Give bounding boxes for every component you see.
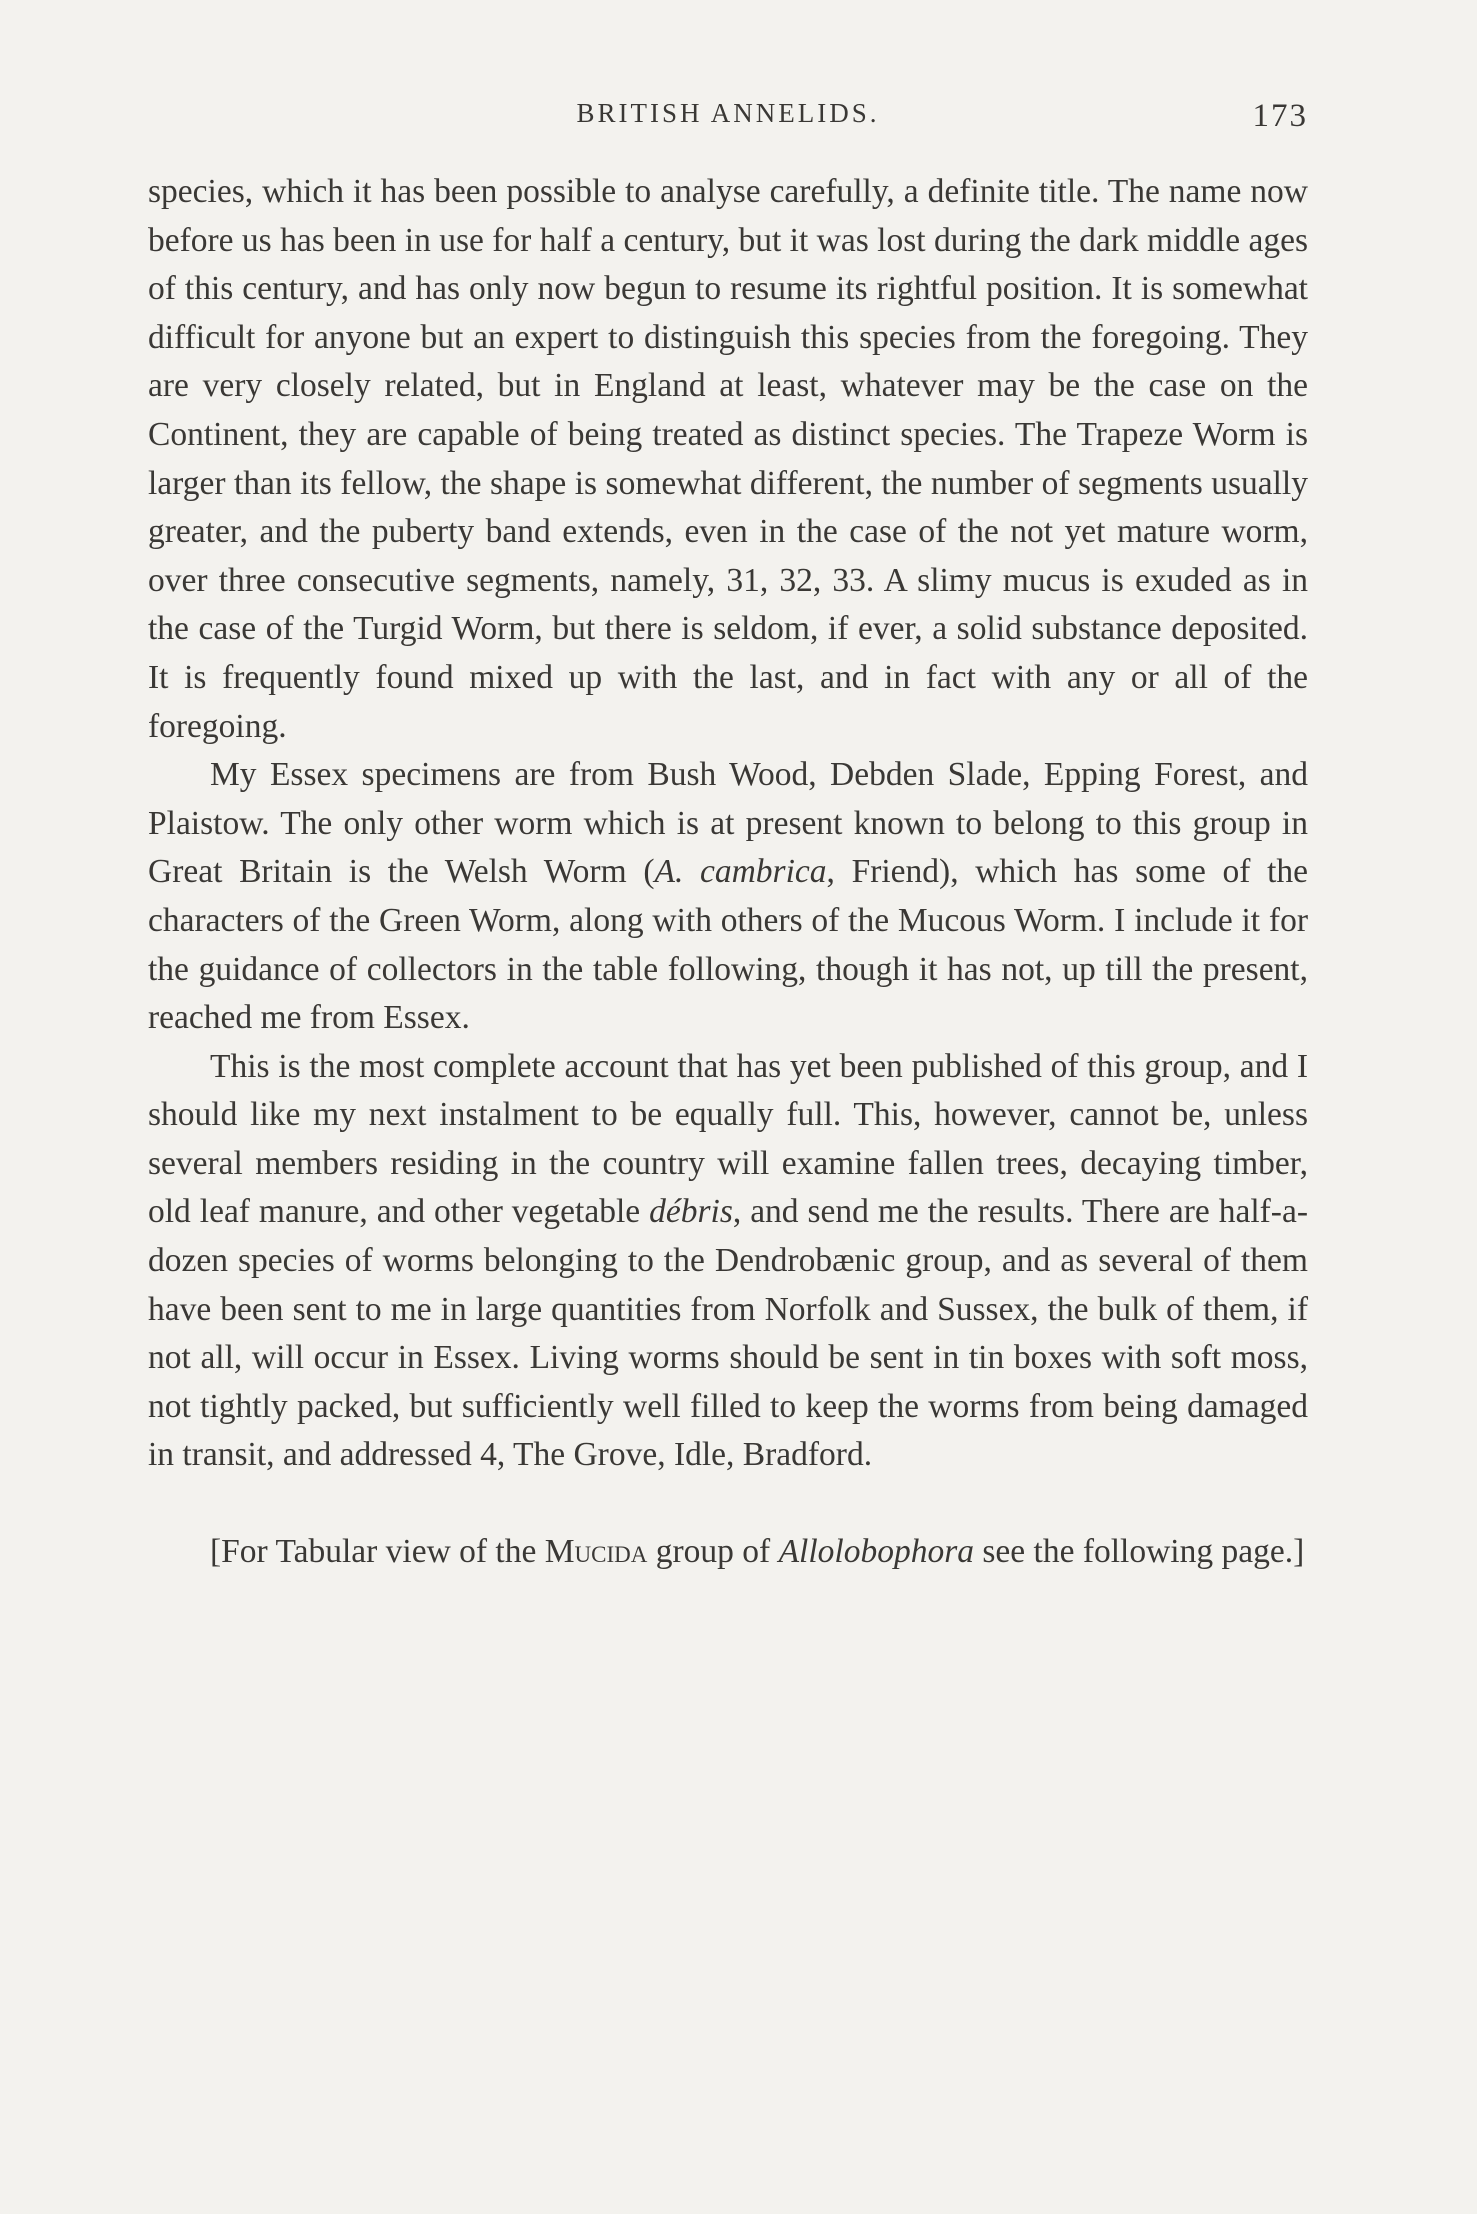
group-name-smallcaps: Mucida [544, 1533, 648, 1571]
page-header [148, 98, 1308, 138]
paragraph-complete-account [148, 1043, 1308, 1480]
species-name-italic: A. cambrica [654, 853, 827, 891]
paragraph-text: , and send me the results. There are half-a-dozen species of worms belonging to the Dendrobænic group, and as several of them have been sent to me in large quantities from Norfolk and Sussex, the bulk of them, if not all, will occur in Essex. Living worms should be sent in tin boxes with soft moss, not tightly packed, but sufficiently well filled to keep the worms from being damaged in transit, and addressed 4, The Grove, Idle, Bradford. [148, 1193, 1308, 1474]
paragraph-text: This is the most complete account that has yet been published of this group, and I should like my next instalment to be equally full. This, however, cannot be, unless several members residing in the country will examine fallen trees, decaying timber, old leaf manure, and other vegetable [148, 1047, 1308, 1231]
page-number: 173 [1252, 98, 1308, 134]
italic-term: débris [649, 1193, 733, 1231]
paragraph-table-note [148, 1528, 1308, 1577]
paragraph-text: My Essex specimens are from Bush Wood, Debden Slade, Epping Forest, and Plaistow. The only other worm which is at present known to belong to this group in Great Britain is the Welsh Worm ( [148, 756, 1308, 891]
paragraph-gap [148, 1480, 1308, 1528]
paragraph-text: group of [647, 1533, 779, 1571]
running-head: BRITISH ANNELIDS. [576, 98, 880, 128]
paragraph-essex-specimens [148, 751, 1308, 1043]
paragraph-continuation: species, which it has been possible to analyse carefully, a definite title. The name now before us has been in use for half a century, but it was lost during the dark middle ages of this century, and has only now begun to resume its rightful position. It is somewhat difficult for anyone but an expert to distinguish this species from the foregoing. They are very closely related, but in England at least, whatever may be the case on the Continent, they are capable of being treated as distinct species. The Trapeze Worm is larger than its fellow, the shape is somewhat different, the number of segments usually greater, and the puberty band extends, even in the case of the not yet mature worm, over three consecutive segments, namely, 31, 32, 33. A slimy mucus is exuded as in the case of the Turgid Worm, but there is seldom, if ever, a solid substance deposited. It is frequently found mixed up with the last, and in fact with any or all of the foregoing. [148, 173, 1308, 745]
paragraph-text: see the following page.] [974, 1533, 1305, 1571]
genus-name-italic: Allolobophora [778, 1533, 974, 1571]
body-text [148, 168, 1308, 1577]
paragraph-text: , Friend), which has some of the characters of the Green Worm, along with others of the Mucous Worm. I include it for the guidance of collectors in the table following, though it has not, up till the present, reached me from Essex. [148, 853, 1308, 1037]
paragraph-text: [For Tabular view of the [210, 1533, 545, 1571]
